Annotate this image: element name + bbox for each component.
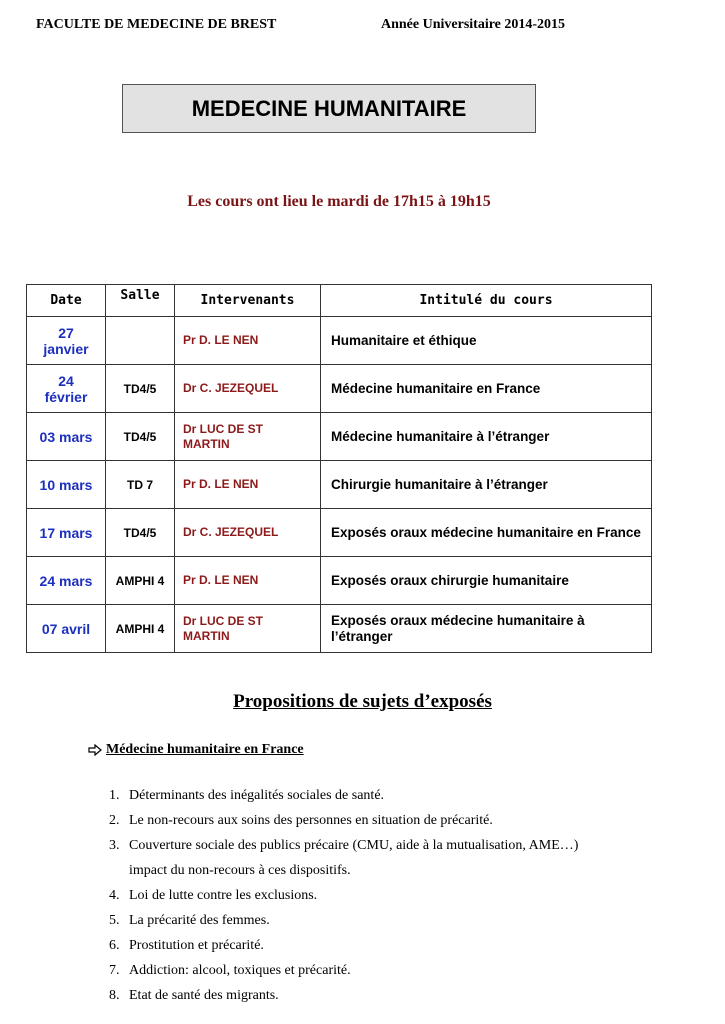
row-date: 24 février [27,365,106,413]
row-salle: TD4/5 [106,509,175,557]
row-salle: TD 7 [106,461,175,509]
list-item [109,883,669,908]
list-item [109,958,669,983]
section-heading [88,742,304,758]
item-text: Prostitution et précarité. [129,938,264,953]
list-item-continuation [109,858,669,883]
row-intervenant: Pr D. LE NEN [175,461,321,509]
row-salle: AMPHI 4 [106,605,175,653]
item-text-continuation: impact du non-recours à ces dispositifs. [129,863,351,878]
row-cours: Chirurgie humanitaire à l’étranger [321,461,652,509]
item-number: 1. [109,788,120,803]
item-text: La précarité des femmes. [129,913,270,928]
faculty-name: FACULTE DE MEDECINE DE BREST [36,17,277,32]
list-item [109,808,669,833]
list-item [109,933,669,958]
row-date: 07 avril [27,605,106,653]
row-cours: Exposés oraux médecine humanitaire à l’étranger [321,605,652,653]
table-row [27,557,652,605]
item-text: Le non-recours aux soins des personnes en situation de précarité. [129,813,493,828]
row-date: 10 mars [27,461,106,509]
item-number: 3. [109,838,120,853]
list-item [109,983,669,1008]
table-row [27,413,652,461]
row-cours: Exposés oraux médecine humanitaire en France [321,509,652,557]
academic-year: Année Universitaire 2014-2015 [381,17,566,32]
row-cours: Médecine humanitaire en France [321,365,652,413]
item-text: Etat de santé des migrants. [129,988,279,1003]
section-title: Médecine humanitaire en France [106,742,304,757]
item-number: 2. [109,813,120,828]
item-number: 4. [109,888,120,903]
row-intervenant: Dr C. JEZEQUEL [175,365,321,413]
propositions-title: Propositions de sujets d’exposés [233,691,492,712]
row-cours: Exposés oraux chirurgie humanitaire [321,557,652,605]
list-item [109,908,669,933]
item-text: Addiction: alcool, toxiques et précarité. [129,963,351,978]
row-salle [106,317,175,365]
row-intervenant: Dr LUC DE ST MARTIN [175,605,321,653]
row-salle: TD4/5 [106,365,175,413]
title-box [122,84,536,133]
item-text: Couverture sociale des publics précaire (CMU, aide à la mutualisation, AME…) [129,838,579,853]
schedule-header-row [27,285,652,317]
topics-list [109,783,669,1008]
row-intervenant: Dr C. JEZEQUEL [175,509,321,557]
item-text: Loi de lutte contre les exclusions. [129,888,318,903]
item-number: 7. [109,963,120,978]
header-date: Date [27,285,106,317]
schedule-table [26,284,652,653]
item-number: 6. [109,938,120,953]
list-item [109,833,669,858]
row-salle: TD4/5 [106,413,175,461]
row-intervenant: Pr D. LE NEN [175,557,321,605]
right-arrow-icon [88,744,102,756]
course-schedule-note: Les cours ont lieu le mardi de 17h15 à 19h15 [187,193,491,210]
header-salle: Salle [106,285,175,317]
row-date: 24 mars [27,557,106,605]
table-row [27,461,652,509]
row-date: 27 janvier [27,317,106,365]
item-text: Déterminants des inégalités sociales de santé. [129,788,385,803]
header-intervenants: Intervenants [175,285,321,317]
row-date: 03 mars [27,413,106,461]
row-cours: Médecine humanitaire à l’étranger [321,413,652,461]
item-number: 8. [109,988,120,1003]
row-intervenant: Dr LUC DE ST MARTIN [175,413,321,461]
row-intervenant: Pr D. LE NEN [175,317,321,365]
table-row [27,317,652,365]
table-row [27,365,652,413]
page-title: MEDECINE HUMANITAIRE [191,95,467,121]
item-number: 5. [109,913,120,928]
row-salle: AMPHI 4 [106,557,175,605]
row-cours: Humanitaire et éthique [321,317,652,365]
header-intitule: Intitulé du cours [321,285,652,317]
list-item [109,783,669,808]
table-row [27,605,652,653]
table-row [27,509,652,557]
row-date: 17 mars [27,509,106,557]
